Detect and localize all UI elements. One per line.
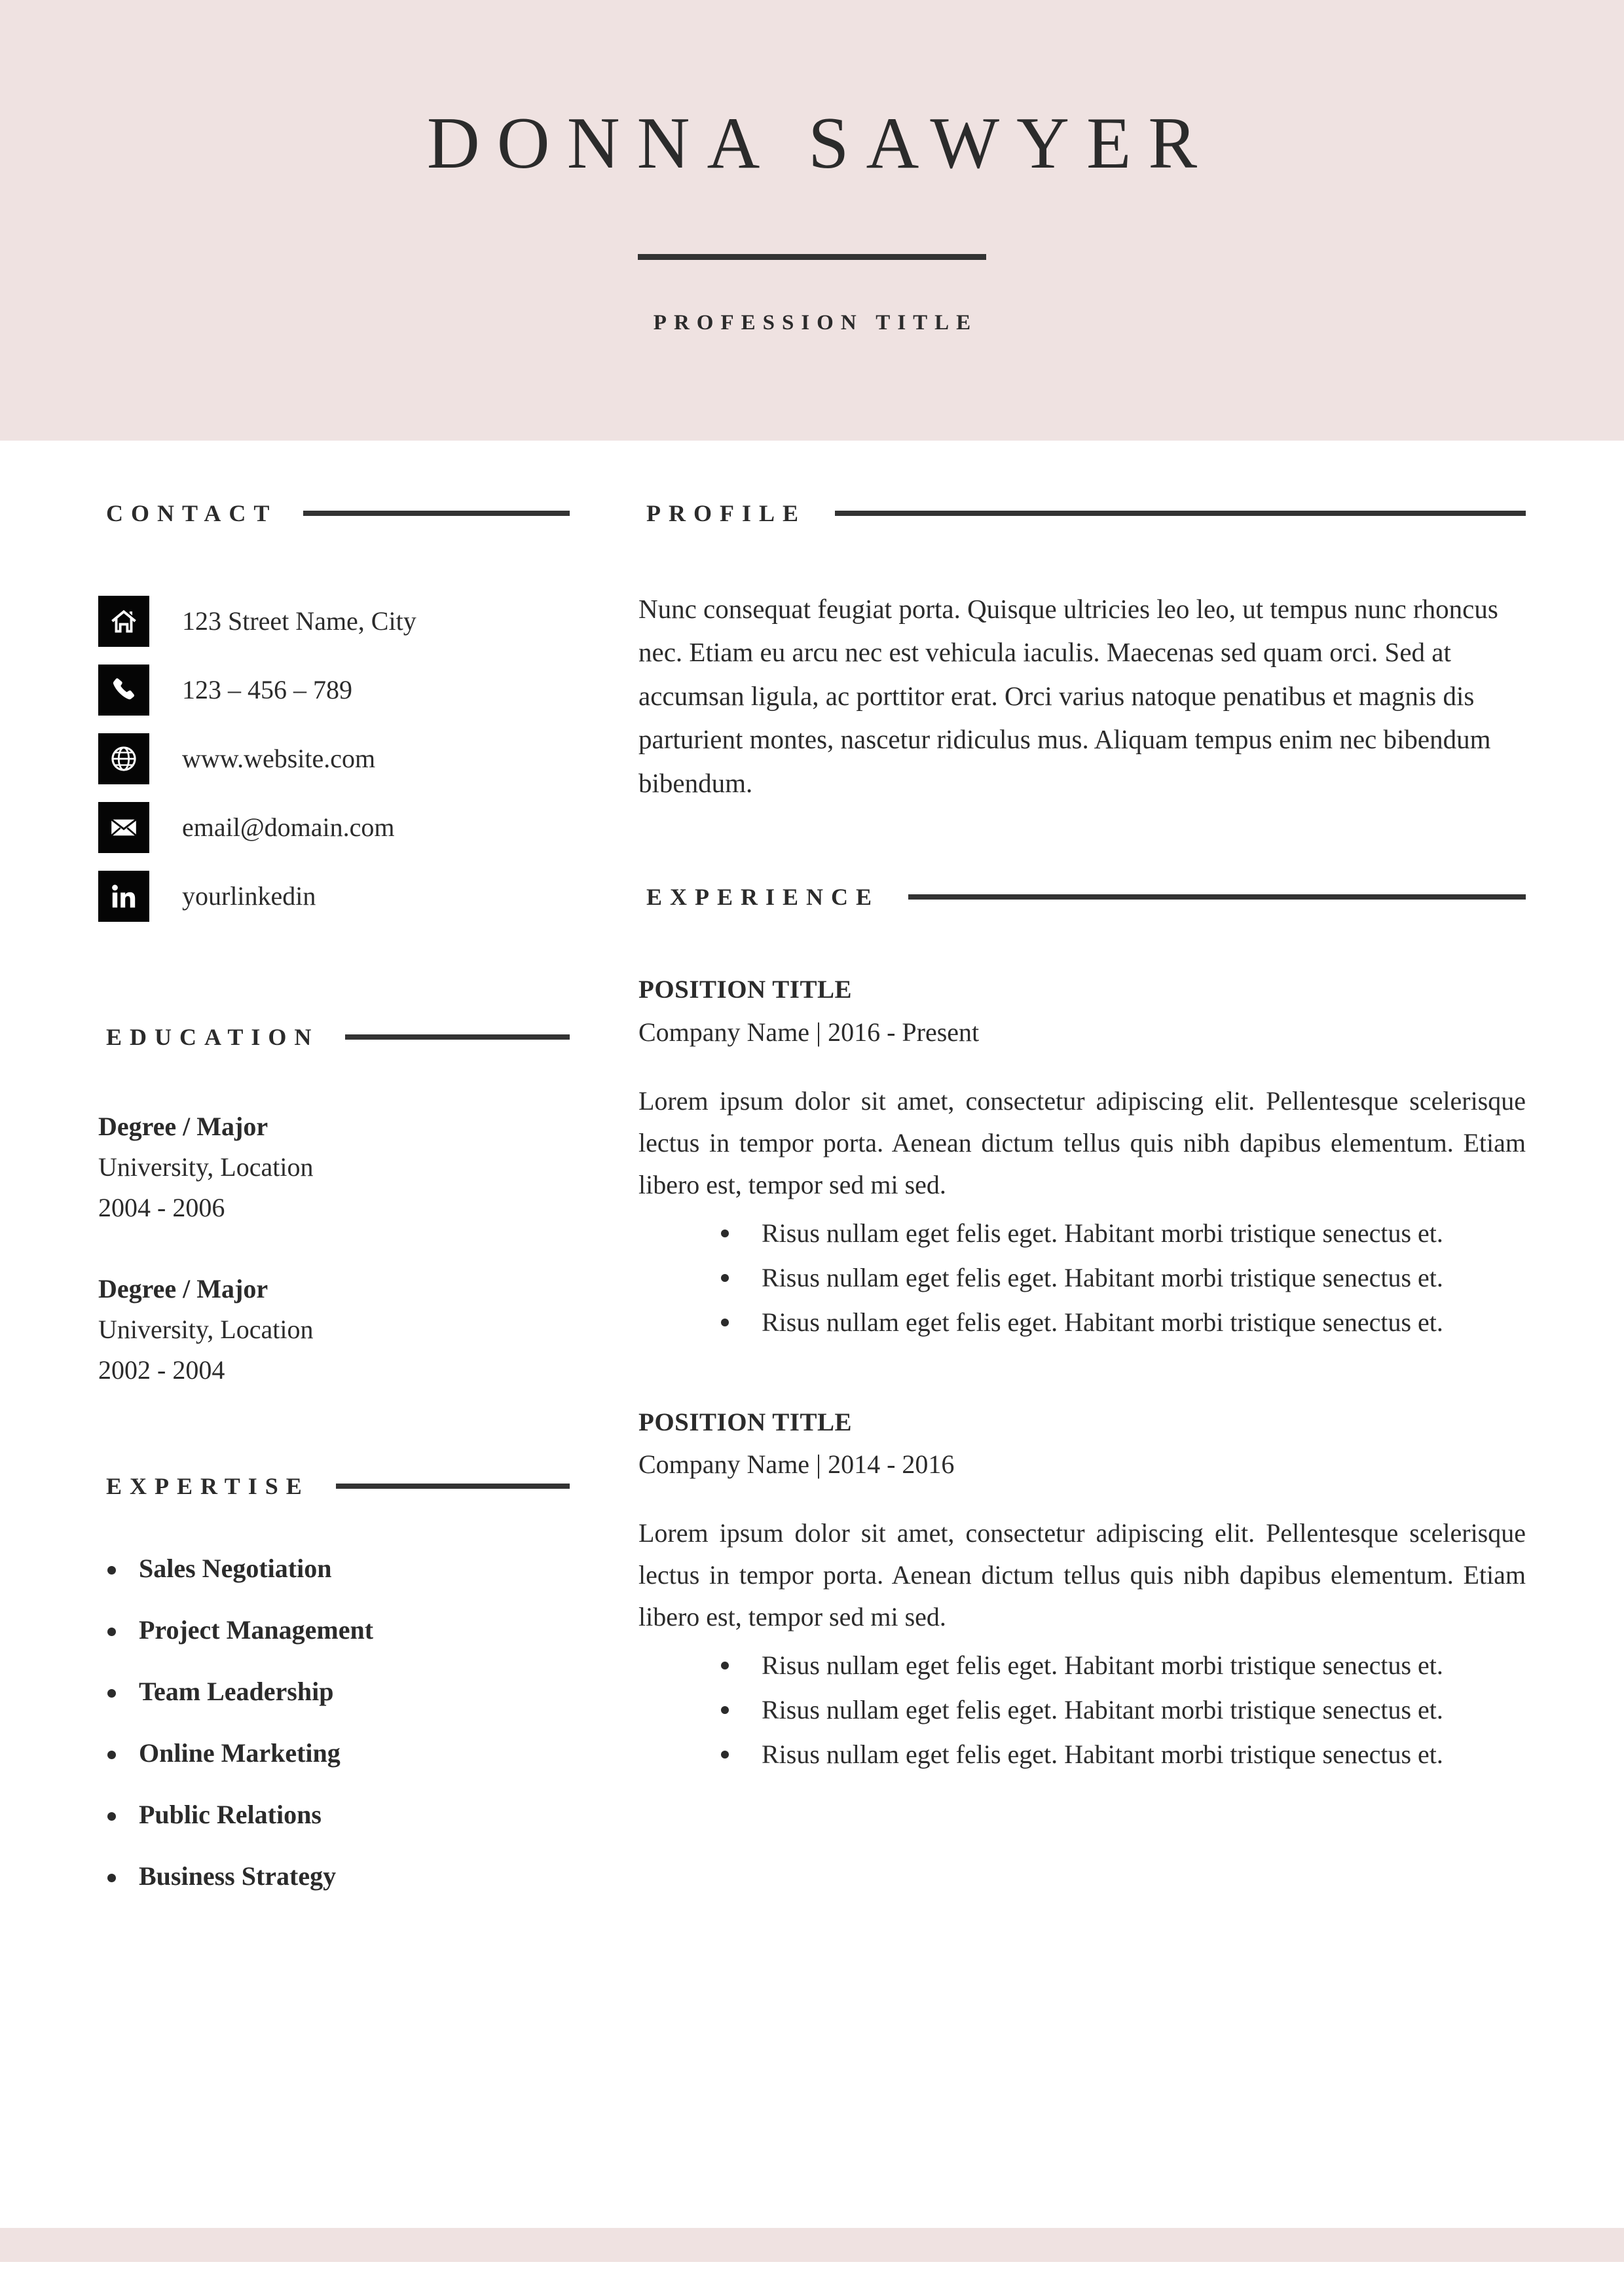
job-bullet-list xyxy=(638,1645,1526,1776)
list-item: Sales Negotiation xyxy=(98,1556,570,1582)
job-description: Lorem ipsum dolor sit amet, consectetur adipiscing elit. Pellentesque scelerisque lectus in tempor porta. Aenean dictum tellus quis nibh dapibus elementum. Etiam libero est, tempor sed mi sed. xyxy=(638,1085,1526,1199)
education-section-header xyxy=(98,1023,570,1051)
section-rule xyxy=(336,1484,570,1489)
job-position-title: POSITION TITLE xyxy=(638,1408,852,1436)
experience-section-title: EXPERIENCE xyxy=(646,884,880,911)
profile-body: Nunc consequat feugiat porta. Quisque ultricies leo leo, ut tempus nunc rhoncus nec. Etiam eu arcu nec est vehicula iaculis. Maecenas sed quam orci. Sed at accumsan ligula, ac porttitor erat. Orci varius natoque penatibus et magnis dis parturient montes, nascetur ridiculus mus. Aliquam tempus enim nec bibendum bibendum. xyxy=(638,594,1498,798)
contact-email-text: email@domain.com xyxy=(182,812,395,842)
list-item: Project Management xyxy=(98,1617,570,1643)
expertise-list xyxy=(98,1556,570,1889)
education-years: 2002 - 2004 xyxy=(98,1355,225,1385)
contact-section-header xyxy=(98,500,570,527)
name-divider xyxy=(638,254,986,260)
list-item: Business Strategy xyxy=(98,1863,570,1889)
section-rule xyxy=(908,894,1526,900)
globe-icon xyxy=(98,733,149,784)
contact-linkedin-text: yourlinkedin xyxy=(182,881,316,911)
job-bullet-list xyxy=(638,1212,1526,1343)
job-company-and-dates: Company Name | 2014 - 2016 xyxy=(638,1449,955,1480)
education-years: 2004 - 2006 xyxy=(98,1193,225,1222)
job-company-and-dates: Company Name | 2016 - Present xyxy=(638,1017,980,1047)
expertise-section-title: EXPERTISE xyxy=(106,1473,310,1499)
two-column-layout xyxy=(0,500,1624,1925)
linkedin-icon xyxy=(98,871,149,922)
expertise-section-header xyxy=(98,1472,570,1500)
phone-icon xyxy=(98,665,149,716)
contact-phone-text: 123 – 456 – 789 xyxy=(182,675,352,704)
list-item: Team Leadership xyxy=(98,1679,570,1705)
education-list xyxy=(98,1106,570,1391)
experience-section-header xyxy=(638,883,1526,911)
sidebar-column xyxy=(0,500,570,1925)
list-item: Online Marketing xyxy=(98,1740,570,1766)
education-school: University, Location xyxy=(98,1315,314,1344)
contact-item-linkedin[interactable] xyxy=(98,871,570,922)
section-rule xyxy=(835,511,1526,516)
list-item: Risus nullam eget felis eget. Habitant morbi tristique senectus et. xyxy=(710,1257,1526,1299)
education-school: University, Location xyxy=(98,1152,314,1182)
education-section-title: EDUCATION xyxy=(106,1024,320,1050)
list-item: Risus nullam eget felis eget. Habitant morbi tristique senectus et. xyxy=(710,1212,1526,1254)
list-item: Public Relations xyxy=(98,1802,570,1828)
profile-section xyxy=(638,500,1526,805)
experience-item xyxy=(638,971,1526,1343)
education-item xyxy=(98,1269,570,1391)
contact-item-address[interactable] xyxy=(98,596,570,647)
home-icon xyxy=(98,596,149,647)
experience-section xyxy=(638,883,1526,1776)
contact-item-phone[interactable] xyxy=(98,665,570,716)
envelope-icon xyxy=(98,802,149,853)
contact-list xyxy=(98,596,570,922)
education-degree: Degree / Major xyxy=(98,1112,268,1141)
list-item: Risus nullam eget felis eget. Habitant morbi tristique senectus et. xyxy=(710,1645,1526,1686)
contact-item-website[interactable] xyxy=(98,733,570,784)
job-position-title: POSITION TITLE xyxy=(638,975,852,1004)
education-section xyxy=(98,1023,570,1391)
expertise-section xyxy=(98,1472,570,1889)
main-column xyxy=(570,500,1624,1778)
candidate-name: DONNA SAWYER xyxy=(426,102,1215,184)
list-item: Risus nullam eget felis eget. Habitant morbi tristique senectus et. xyxy=(710,1689,1526,1731)
list-item: Risus nullam eget felis eget. Habitant morbi tristique senectus et. xyxy=(710,1734,1526,1776)
profession-title: PROFESSION TITLE xyxy=(653,311,978,335)
resume-body xyxy=(0,441,1624,2262)
list-item: Risus nullam eget felis eget. Habitant morbi tristique senectus et. xyxy=(710,1302,1526,1343)
education-degree: Degree / Major xyxy=(98,1274,268,1303)
contact-section-title: CONTACT xyxy=(106,500,278,526)
resume-header-band xyxy=(0,0,1624,441)
job-description: Lorem ipsum dolor sit amet, consectetur adipiscing elit. Pellentesque scelerisque lectus in tempor porta. Aenean dictum tellus quis nibh dapibus elementum. Etiam libero est, tempor sed mi sed. xyxy=(638,1518,1526,1632)
profile-section-header xyxy=(638,500,1526,527)
contact-item-email[interactable] xyxy=(98,802,570,853)
experience-item xyxy=(638,1404,1526,1776)
contact-address-text: 123 Street Name, City xyxy=(182,606,416,636)
section-rule xyxy=(303,511,570,516)
contact-website-text: www.website.com xyxy=(182,744,376,773)
education-item xyxy=(98,1106,570,1228)
contact-section xyxy=(98,500,570,922)
resume-footer-band xyxy=(0,2228,1624,2262)
profile-section-title: PROFILE xyxy=(646,500,807,526)
section-rule xyxy=(345,1034,570,1040)
